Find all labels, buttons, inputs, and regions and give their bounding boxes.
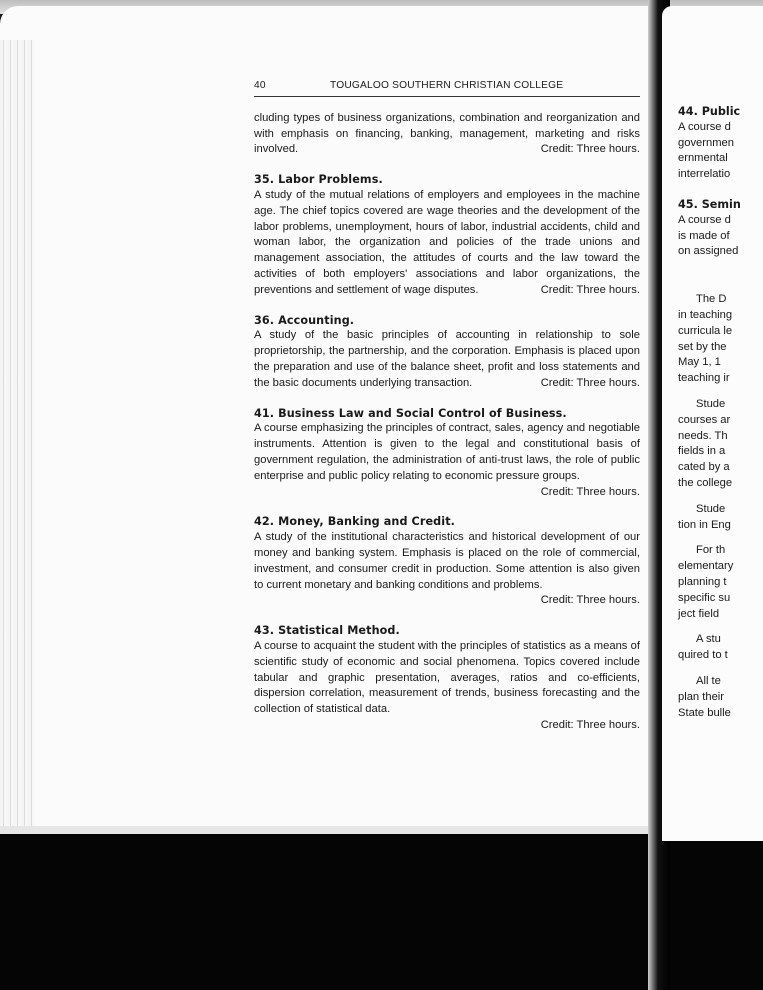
course-42 — [254, 514, 640, 609]
right-page — [662, 6, 763, 841]
right-line: specific su — [678, 591, 731, 604]
right-heading-45: 45. Semin — [678, 197, 741, 211]
course-description: A course to acquaint the student with the principles of statistics as a means of scientific study of economic and social phenomena. Topics covered include tabular and graphic presentation, averages, ratios and co-efficients, dispersion correlation, measurement of trends, business forecasting and the collection of statistical data. — [254, 639, 640, 716]
course-heading: 42. Money, Banking and Credit. — [254, 515, 456, 529]
right-line: A course d — [678, 120, 731, 133]
left-page-edge-stack — [0, 40, 34, 840]
right-line: ernmental — [678, 152, 728, 165]
right-line: tion in Eng — [678, 518, 731, 531]
course-description: A study of the institutional characteristics and historical development of our money and banking system. Emphasis is placed on the role of commercial, investment, and consumer credit in production. Some attention is also given to current monetary and banking conditions and problems. — [254, 531, 640, 591]
course-heading: 36. Accounting. — [254, 313, 355, 327]
course-35 — [254, 172, 640, 298]
right-line: Stude — [696, 397, 726, 410]
course-heading: 43. Statistical Method. — [254, 624, 400, 638]
right-line: set by the — [678, 340, 727, 353]
course-43 — [254, 623, 640, 734]
page-header — [254, 78, 640, 97]
right-line: A stu — [696, 633, 721, 646]
right-line: plan their — [678, 690, 725, 703]
right-line: courses ar — [678, 413, 731, 426]
right-line: elementary — [678, 560, 734, 573]
continuation-text: cluding types of business organizations, combination and reorganization and with emphasis on financing, banking, management, marketing and risks involved. — [254, 111, 640, 156]
right-line: planning t — [678, 575, 727, 588]
right-line: Stude — [696, 502, 726, 515]
right-line: the college — [678, 476, 733, 489]
course-description: A course emphasizing the principles of contract, sales, agency and negotiable instruments. Attention is given to the legal and constitutional basis of government regulation, the administration of anti-trust laws, the role of public enterprise and public policy relating to economic pressure groups. — [254, 422, 640, 482]
right-line: For th — [696, 544, 726, 557]
right-line: teaching ir — [678, 372, 730, 385]
continuation-credit: Credit: Three hours. — [540, 143, 640, 156]
course-description: A study of the mutual relations of employers and employees in the machine age. The chief topics covered are wage theories and the development of the labor problems, unemployment, hours of labor, industrial accidents, child and woman labor, the organization and policies of the trade unions and management association, the attitudes of courts and the law toward the activities of both employers' associations and labor organizations, the preventions and settlement of wage disputes. — [254, 188, 640, 296]
continuation-paragraph — [254, 111, 640, 158]
right-line: May 1, 1 — [678, 356, 721, 369]
page-number: 40 — [254, 80, 266, 91]
right-line: curricula le — [678, 324, 733, 337]
right-line: ject field — [678, 607, 720, 620]
running-title: TOUGALOO SOUTHERN CHRISTIAN COLLEGE — [330, 80, 564, 91]
course-credit: Credit: Three hours. — [540, 376, 640, 389]
right-heading-44: 44. Public — [678, 105, 741, 118]
right-line: on assigned — [678, 245, 739, 258]
right-line: The D — [696, 293, 727, 306]
right-line: cated by a — [678, 461, 730, 474]
course-36 — [254, 313, 640, 392]
right-line: in teaching — [678, 308, 733, 321]
right-line: quired to t — [678, 649, 728, 662]
right-page-content — [678, 104, 763, 721]
course-credit: Credit: Three hours. — [540, 485, 640, 498]
right-line: fields in a — [678, 445, 726, 458]
right-line: State bulle — [678, 706, 731, 719]
right-line: needs. Th — [678, 429, 728, 442]
course-heading: 41. Business Law and Social Control of Business. — [254, 406, 567, 420]
right-line: is made of — [678, 229, 730, 242]
right-line: interrelatio — [678, 168, 731, 181]
course-heading: 35. Labor Problems. — [254, 173, 383, 187]
course-credit: Credit: Three hours. — [540, 594, 640, 607]
course-credit: Credit: Three hours. — [540, 283, 640, 296]
right-line: A course d — [678, 213, 731, 226]
left-page-content — [254, 78, 640, 734]
course-description: A study of the basic principles of accounting in relationship to sole proprietorship, the partnership, and the corporation. Emphasis is placed upon the preparation and use of the balance sheet, profit and loss statements and the basic documents underlying transaction. — [254, 329, 640, 389]
course-41 — [254, 406, 640, 501]
right-line: All te — [696, 674, 721, 687]
course-credit: Credit: Three hours. — [540, 718, 640, 731]
right-line: governmen — [678, 136, 734, 149]
